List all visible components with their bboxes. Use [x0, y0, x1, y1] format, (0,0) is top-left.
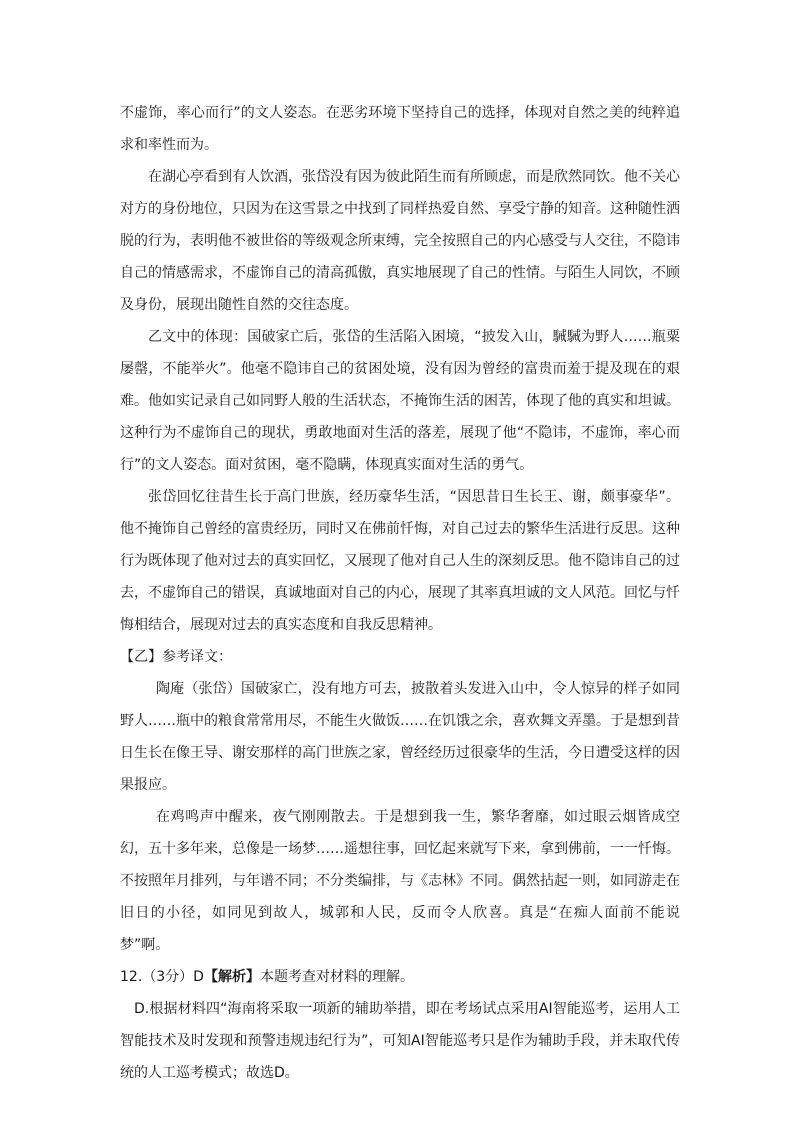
answer-number: 12.（3分）D: [120, 969, 204, 985]
document-body: [120, 97, 680, 1089]
answer-heading: [120, 961, 680, 993]
translation-paragraph-1: 陶庵（张岱）国破家亡，没有地方可去，披散着头发进入山中，令人惊异的样子如同野人……瓶中的粮食常常用尽，不能生火做饭……在饥饿之余，喜欢舞文弄墨。于是想到昔日生长在像王导、谢安那样的高门世族之家，曾经经历过很豪华的生活，今日遭受这样的因果报应。: [120, 681, 680, 793]
answer-summary: 本题考查对材料的理解。: [259, 969, 414, 985]
paragraph-continuation: 不虚饰，率心而行”的文人姿态。在恶劣环境下坚持自己的选择，体现对自然之美的纯粹追求和率性而为。: [120, 105, 680, 153]
paragraph-recollection-repentance: 张岱回忆往昔生长于高门世族，经历豪华生活，“因思昔日生长王、谢，颇事豪华”。他不掩饰自己曾经的富贵经历，同时又在佛前忏悔，对自己过去的繁华生活进行反思。这种行为既体现了他对过去的真实回忆，又展现了他对自己人生的深刻反思。他不隐讳自己的过去，不虚饰自己的错误，真诚地面对自己的内心，展现了其率真坦诚的文人风范。回忆与忏悔相结合，展现对过去的真实态度和自我反思精神。: [120, 489, 680, 633]
analysis-tag: 【解析】: [203, 969, 260, 985]
section-label-yi-translation: 【乙】参考译文：: [120, 649, 232, 665]
paragraph-lakeside-drinking: 在湖心亭看到有人饮酒，张岱没有因为彼此陌生而有所顾虑，而是欣然同饮。他不关心对方的身份地位，只因为在这雪景之中找到了同样热爱自然、享受宁静的知音。这种随性洒脱的行为，表明他不被世俗的等级观念所束缚，完全按照自己的内心感受与人交往，不隐讳自己的情感需求，不虚饰自己的清高孤傲，真实地展现了自己的性情。与陌生人同饮，不顾及身份，展现出随性自然的交往态度。: [120, 169, 680, 313]
translation-paragraph-2: 在鸡鸣声中醒来，夜气刚刚散去。于是想到我一生，繁华奢靡，如过眼云烟皆成空幻，五十多年来，总像是一场梦……遥想往事，回忆起来就写下来，拿到佛前，一一忏悔。不按照年月排列，与年谱不同；不分类编排，与《志林》不同。偶然拈起一则，如同游走在旧日的小径，如同见到故人，城郭和人民，反而令人欣喜。真是“在痴人面前不能说梦”啊。: [120, 809, 680, 953]
paragraph-yi-text-embodiment: 乙文中的体现：国破家亡后，张岱的生活陷入困境，“披发入山，駴駴为野人……瓶粟屡罄，不能举火”。他毫不隐讳自己的贫困处境，没有因为曾经的富贵而羞于提及现在的艰难。他如实记录自己如同野人般的生活状态，不掩饰生活的困苦，体现了他的真实和坦诚。这种行为不虚饰自己的现状，勇敢地面对生活的落差，展现了他“不隐讳，不虚饰，率心而行”的文人姿态。面对贫困，毫不隐瞒，体现真实面对生活的勇气。: [120, 329, 680, 473]
answer-detail: D.根据材料四“海南将采取一项新的辅助举措，即在考场试点采用AI智能巡考，运用人工智能技术及时发现和预警违规违纪行为”，可知AI智能巡考只是作为辅助手段，并未取代传统的人工巡考模式；故选D。: [120, 1001, 680, 1081]
